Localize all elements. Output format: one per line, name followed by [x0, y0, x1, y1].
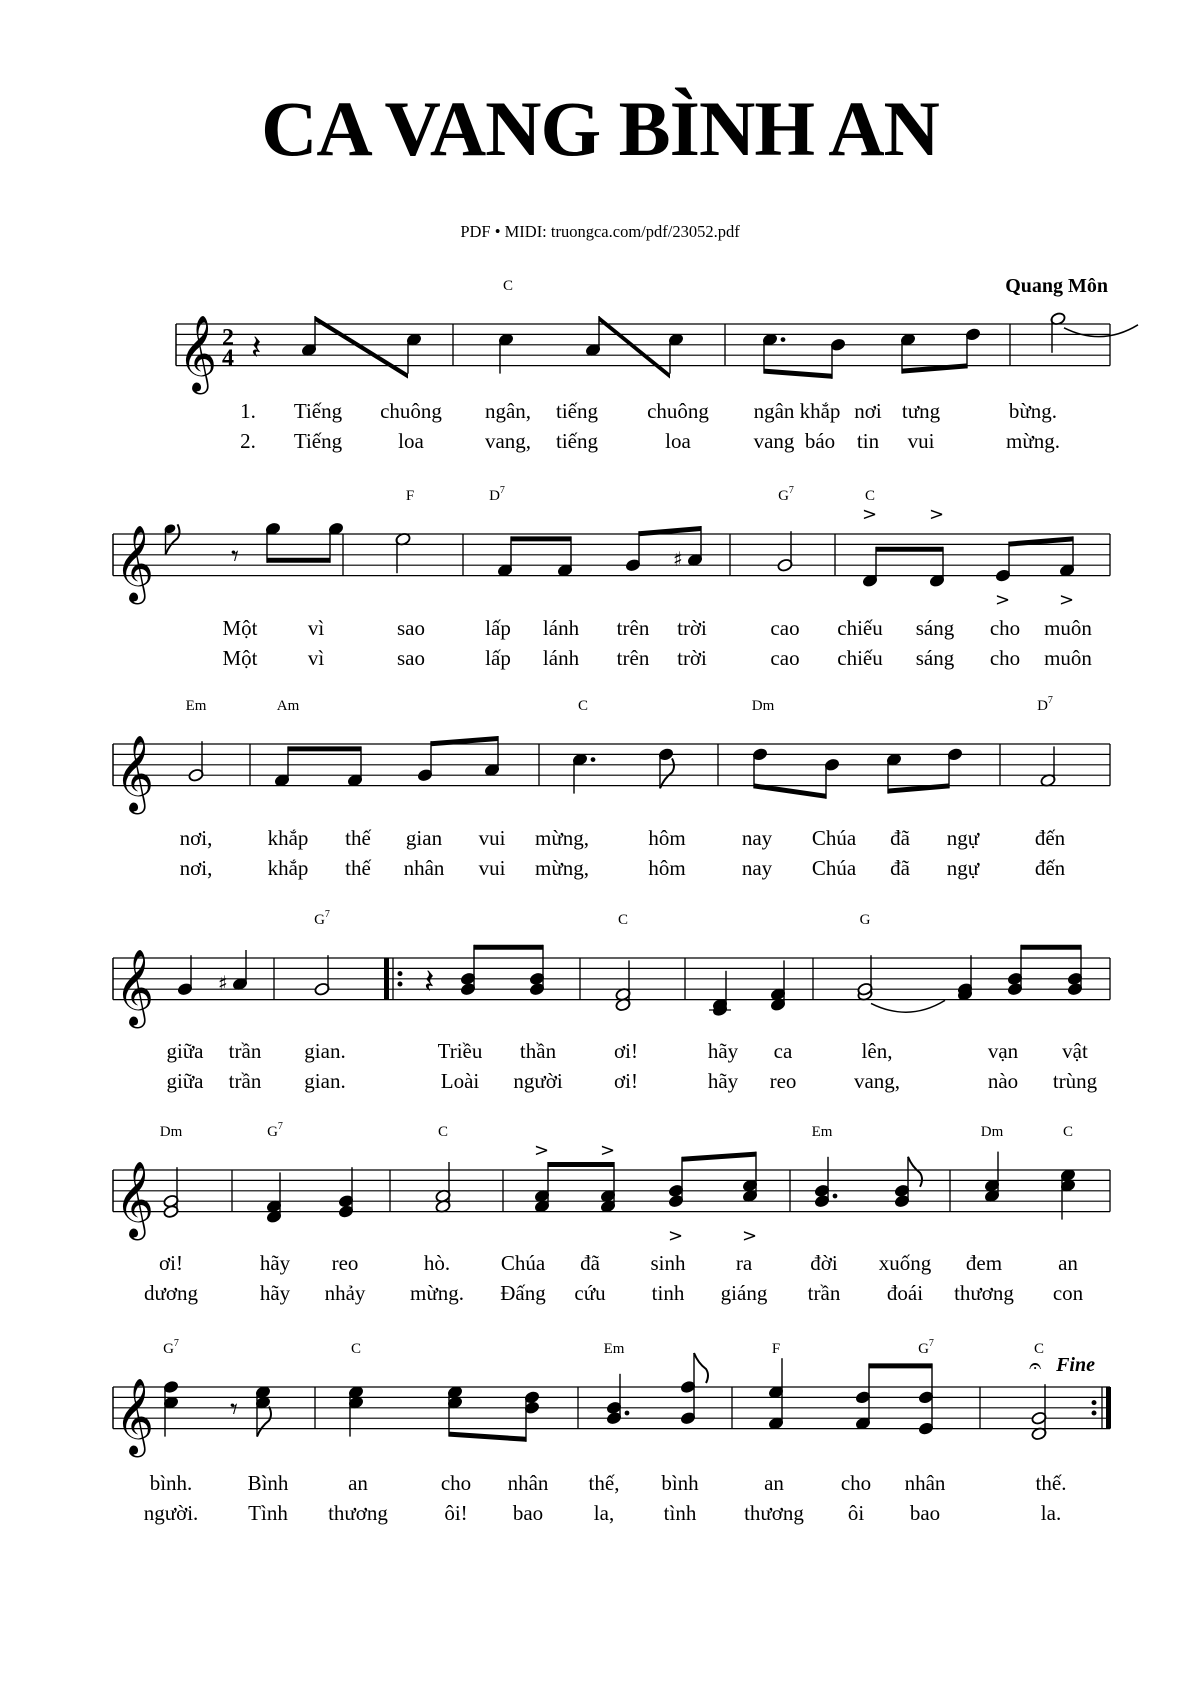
lyric-verse-2: nhân [403, 856, 445, 880]
chord-extension: 7 [788, 485, 794, 496]
chord-symbol: C [502, 278, 514, 294]
accent-icon: > [1059, 589, 1075, 611]
lyric-verse-2: đã [890, 856, 910, 880]
chord-symbol: Dm [159, 1124, 183, 1140]
lyric-verse-2: chiếu [837, 646, 883, 670]
lyric-verse-2: vui [907, 429, 935, 453]
repeat-dot [398, 971, 403, 976]
lyric-verse-2: la, [593, 1501, 615, 1525]
accent-icon: > [742, 1225, 758, 1247]
chord-extension: 7 [499, 485, 505, 496]
lyric-verse-2: nay [741, 856, 773, 880]
lyric-verse-2: ngự [946, 856, 980, 880]
lyric-verse-1: gian. [304, 1039, 346, 1063]
lyric-verse-1: vạn [987, 1039, 1019, 1063]
note-flag [908, 1157, 922, 1187]
lyric-verse-2: Một [222, 646, 258, 670]
lyric-verse-2: 2. [240, 429, 256, 453]
lyric-verse-2: loa [398, 429, 424, 453]
lyric-verse-2: ôi [847, 1501, 865, 1525]
lyric-verse-2: thương [744, 1501, 804, 1525]
lyric-verse-1: vì [307, 616, 325, 640]
lyric-verse-1: chuông [647, 399, 709, 423]
augmentation-dot [833, 1194, 838, 1199]
lyric-verse-2: reo [769, 1069, 797, 1093]
repeat-dot [1092, 1400, 1097, 1405]
chord-symbol: F [405, 488, 415, 504]
note-beam [511, 536, 571, 541]
lyric-verse-1: mừng, [535, 826, 589, 850]
lyric-verse-1: trời [677, 616, 707, 640]
lyric-verse-2: báo [804, 429, 836, 453]
accent-icon: > [668, 1225, 684, 1247]
note-beam [315, 316, 408, 379]
accent-icon: > [600, 1140, 616, 1161]
lyric-verse-1: thế, [588, 1471, 620, 1495]
chord-symbol: Em [811, 1124, 833, 1140]
lyric-verse-2: sáng [915, 646, 955, 670]
lyric-verse-1: hôm [648, 826, 686, 850]
lyric-verse-2: lánh [542, 646, 580, 670]
lyric-verse-2: hãy [707, 1069, 739, 1093]
note-flag [660, 758, 674, 788]
lyric-verse-1: thần [519, 1039, 557, 1063]
lyric-verse-2: tin [856, 429, 880, 453]
lyric-verse-1: muôn [1044, 616, 1092, 640]
treble-clef-icon: 𝄞 [115, 1160, 155, 1238]
lyric-verse-1: bình [661, 1471, 699, 1495]
lyric-verse-1: chiếu [837, 616, 883, 640]
chord-symbol: C [617, 912, 629, 928]
lyric-verse-2: ơi! [614, 1069, 638, 1093]
lyric-verse-1: Chúa [500, 1251, 546, 1275]
note-beam [876, 547, 943, 552]
repeat-barline-thick [1106, 1387, 1111, 1429]
song-title: CA VANG BÌNH AN [261, 85, 939, 172]
lyric-verse-2: trời [677, 646, 707, 670]
chord-symbol: $D^7$ [489, 485, 505, 504]
lyric-verse-1: hò. [423, 1251, 451, 1275]
lyric-verse-1: trên [616, 616, 650, 640]
lyric-verse-1: ngân [753, 399, 795, 423]
chord-symbol: F [771, 1341, 781, 1357]
lyric-verse-1: thế. [1035, 1471, 1067, 1495]
lyric-verse-1: nơi, [179, 826, 213, 850]
lyric-verse-1: hãy [707, 1039, 739, 1063]
lyric-verse-2: hôm [648, 856, 686, 880]
lyric-verse-1: nơi [854, 399, 882, 423]
note-flag [694, 1353, 708, 1383]
lyric-verse-2: ôi! [444, 1501, 468, 1525]
augmentation-dot [625, 1411, 630, 1416]
lyric-verse-2: muôn [1044, 646, 1092, 670]
lyric-verse-2: trùng [1052, 1069, 1098, 1093]
lyric-verse-1: ơi! [614, 1039, 638, 1063]
chord-extension: 7 [324, 909, 330, 920]
chord-extension: 7 [928, 1338, 934, 1349]
source-link[interactable]: PDF • MIDI: truongca.com/pdf/23052.pdf [460, 222, 740, 241]
lyric-verse-1: sinh [650, 1251, 686, 1275]
chord-symbol: C [1062, 1124, 1074, 1140]
chord-symbol: Em [185, 698, 207, 714]
lyric-verse-2: thương [328, 1501, 388, 1525]
lyric-verse-2: Đấng [500, 1281, 546, 1305]
lyric-verse-2: nhảy [324, 1281, 366, 1305]
treble-clef-icon: 𝄞 [115, 948, 155, 1026]
composer-name: Quang Môn [1005, 275, 1108, 297]
staff-system-3 [113, 735, 1110, 815]
note-beam [599, 316, 670, 379]
lyric-verse-1: khắp [267, 826, 309, 850]
note-beam [548, 1162, 614, 1167]
accent-icon: > [995, 589, 1011, 611]
lyric-verse-2: mừng. [410, 1281, 464, 1305]
augmentation-dot [591, 757, 596, 762]
chord-symbol: $G^7$ [778, 485, 794, 504]
lyric-verse-2: nào [987, 1069, 1019, 1093]
lyric-verse-1: đời [810, 1251, 838, 1275]
note-beam [639, 526, 701, 536]
note-beam [431, 736, 498, 746]
lyric-verse-2: thương [954, 1281, 1014, 1305]
note-beam [449, 1432, 526, 1442]
lyric-verse-2: người. [143, 1501, 199, 1525]
lyric-verse-1: Triều [437, 1039, 483, 1063]
lyric-verse-1: bình. [149, 1471, 193, 1495]
chord-symbol: C [437, 1124, 449, 1140]
lyric-verse-2: tinh [651, 1281, 685, 1305]
chord-symbol: $G^7$ [918, 1338, 934, 1357]
eighth-rest-icon: 𝄾 [231, 539, 239, 574]
chord-symbol: G [859, 912, 871, 928]
lyric-verse-1: vui [478, 826, 506, 850]
lyric-verse-2: cao [770, 646, 800, 670]
lyric-verse-2: mừng, [535, 856, 589, 880]
time-signature-top: 2 [222, 324, 234, 351]
tie [871, 1000, 945, 1012]
note-beam [888, 783, 949, 793]
lyric-verse-1: cho [840, 1471, 872, 1495]
fine-label: Fine [1056, 1354, 1095, 1376]
lyric-verse-1: an [348, 1471, 368, 1495]
lyric-verse-1: xuống [878, 1251, 932, 1275]
quarter-rest-icon: 𝄽 [424, 962, 435, 1003]
lyric-verse-2: vang, [853, 1069, 901, 1093]
lyric-verse-1: đem [965, 1251, 1003, 1275]
lyric-verse-1: Tiếng [293, 399, 343, 423]
lyric-verse-2: con [1052, 1281, 1084, 1305]
lyric-verse-2: người [513, 1069, 563, 1093]
lyric-verse-2: trên [616, 646, 650, 670]
lyric-verse-1: lên, [861, 1039, 893, 1063]
lyric-verse-1: nay [741, 826, 773, 850]
lyric-verse-1: bừng. [1008, 399, 1058, 423]
lyric-verse-1: hãy [259, 1251, 291, 1275]
lyric-verse-2: bao [909, 1501, 941, 1525]
note-beam [902, 363, 967, 373]
time-signature-bottom: 4 [222, 345, 234, 372]
lyric-verse-1: lánh [542, 616, 580, 640]
lyric-verse-2: thế [345, 856, 371, 880]
sharp-icon: ♯ [218, 971, 228, 995]
lyric-verse-1: sáng [915, 616, 955, 640]
lyric-verse-1: ca [773, 1039, 793, 1063]
lyric-verse-2: Tiếng [293, 429, 343, 453]
note-beam [474, 945, 543, 950]
lyric-verse-2: Loài [440, 1069, 480, 1093]
lyric-verse-1: trần [228, 1039, 262, 1063]
repeat-start-thick [384, 958, 389, 1000]
chord-symbol: C [350, 1341, 362, 1357]
chord-symbol: $G^7$ [314, 909, 330, 928]
note-beam [869, 1363, 932, 1368]
lyric-verse-1: sao [397, 616, 425, 640]
eighth-rest-icon: 𝄾 [230, 1392, 238, 1427]
staff-system-4 [113, 945, 1110, 1029]
lyric-verse-1: chuông [380, 399, 442, 423]
accent-icon: > [862, 504, 878, 525]
chord-symbol: Em [603, 1341, 625, 1357]
lyric-verse-1: nhân [904, 1471, 946, 1495]
lyric-verse-1: đã [890, 826, 910, 850]
staff-system-5 [113, 1140, 1110, 1247]
lyric-verse-1: thế [345, 826, 371, 850]
quarter-rest-icon: 𝄽 [251, 328, 262, 369]
lyric-verse-1: nhân [507, 1471, 549, 1495]
lyric-verse-1: ngân, [484, 399, 532, 423]
staff-system-1 [176, 312, 1138, 395]
treble-clef-icon: 𝄞 [178, 314, 218, 392]
lyric-verse-2: vui [478, 856, 506, 880]
lyric-verse-1: vật [1062, 1039, 1088, 1063]
lyric-verse-1: ngự [946, 826, 980, 850]
accent-icon: > [534, 1140, 550, 1161]
chord-symbol: Dm [980, 1124, 1004, 1140]
lyric-verse-1: khắp [799, 399, 841, 423]
lyric-verse-2: đoái [886, 1281, 924, 1305]
fermata-icon: 𝄐 [1029, 1354, 1042, 1379]
chord-extension: 7 [277, 1121, 283, 1132]
lyric-verse-2: lấp [485, 646, 511, 670]
lyric-verse-2: tình [663, 1501, 697, 1525]
chord-extension: 7 [1047, 695, 1053, 706]
lyric-verse-2: loa [665, 429, 691, 453]
lyric-verse-1: an [1058, 1251, 1078, 1275]
lyric-verse-2: Chúa [811, 856, 857, 880]
lyric-verse-2: sao [397, 646, 425, 670]
lyric-verse-2: la. [1040, 1501, 1062, 1525]
lyric-verse-2: tiếng [556, 429, 598, 453]
lyric-verse-2: Tình [248, 1501, 288, 1525]
augmentation-dot [781, 337, 786, 342]
lyric-verse-2: mừng. [1006, 429, 1060, 453]
lyric-verse-1: tưng [901, 399, 941, 423]
lyric-verse-2: trần [228, 1069, 262, 1093]
note-beam [764, 369, 832, 379]
lyric-verse-1: reo [331, 1251, 359, 1275]
staff-system-2 [113, 504, 1110, 611]
lyric-verse-1: lấp [485, 616, 511, 640]
lyric-verse-1: an [764, 1471, 784, 1495]
chord-symbol: C [864, 488, 876, 504]
note-beam [1009, 536, 1073, 546]
staff-system-6 [113, 1353, 1111, 1458]
lyric-verse-1: cho [989, 616, 1021, 640]
lyric-verse-1: ơi! [159, 1251, 183, 1275]
lyric-verse-1: cho [440, 1471, 472, 1495]
lyric-verse-2: cứu [574, 1281, 606, 1305]
lyric-verse-2: giáng [720, 1281, 768, 1305]
lyric-verse-2: bao [512, 1501, 544, 1525]
note-beam [288, 746, 361, 751]
repeat-dot [398, 982, 403, 987]
note-beam [682, 1152, 756, 1162]
note-flag [257, 1407, 271, 1437]
note-beam [1021, 945, 1081, 950]
chord-symbol: $G^7$ [267, 1121, 283, 1140]
sharp-icon: ♯ [673, 547, 683, 571]
lyric-verse-1: ra [735, 1251, 753, 1275]
chord-symbol: C [577, 698, 589, 714]
lyric-verse-2: khắp [267, 856, 309, 880]
chord-symbol: C [1033, 1341, 1045, 1357]
lyric-verse-1: tiếng [556, 399, 598, 423]
chord-symbol: $D^7$ [1037, 695, 1053, 714]
note-beam [267, 558, 330, 563]
lyric-verse-1: đến [1034, 826, 1066, 850]
lyric-verse-1: đã [580, 1251, 600, 1275]
lyric-verse-1: cao [770, 616, 800, 640]
lyric-verse-1: giữa [166, 1039, 204, 1063]
accent-icon: > [929, 504, 945, 525]
lyric-verse-1: Một [222, 616, 258, 640]
lyric-verse-2: cho [989, 646, 1021, 670]
chord-symbol: Am [276, 698, 300, 714]
repeat-dot [1092, 1411, 1097, 1416]
lyric-verse-1: 1. [240, 399, 256, 423]
lyric-verse-2: trần [807, 1281, 841, 1305]
lyric-verse-1: gian [405, 826, 443, 850]
treble-clef-icon: 𝄞 [115, 1377, 155, 1455]
lyric-verse-2: giữa [166, 1069, 204, 1093]
lyric-verse-2: hãy [259, 1281, 291, 1305]
chord-extension: 7 [173, 1338, 179, 1349]
lyric-verse-2: vang, [484, 429, 532, 453]
chord-symbol: $G^7$ [163, 1338, 179, 1357]
lyric-verse-1: Chúa [811, 826, 857, 850]
lyric-verse-2: đến [1034, 856, 1066, 880]
lyric-verse-2: gian. [304, 1069, 346, 1093]
treble-clef-icon: 𝄞 [115, 734, 155, 812]
lyric-verse-1: Bình [247, 1471, 289, 1495]
chord-symbol: Dm [751, 698, 775, 714]
treble-clef-icon: 𝄞 [115, 524, 155, 602]
lyric-verse-2: nơi, [179, 856, 213, 880]
lyric-verse-2: vang [753, 429, 795, 453]
lyric-verse-2: dương [144, 1281, 198, 1305]
lyric-verse-2: vì [307, 646, 325, 670]
